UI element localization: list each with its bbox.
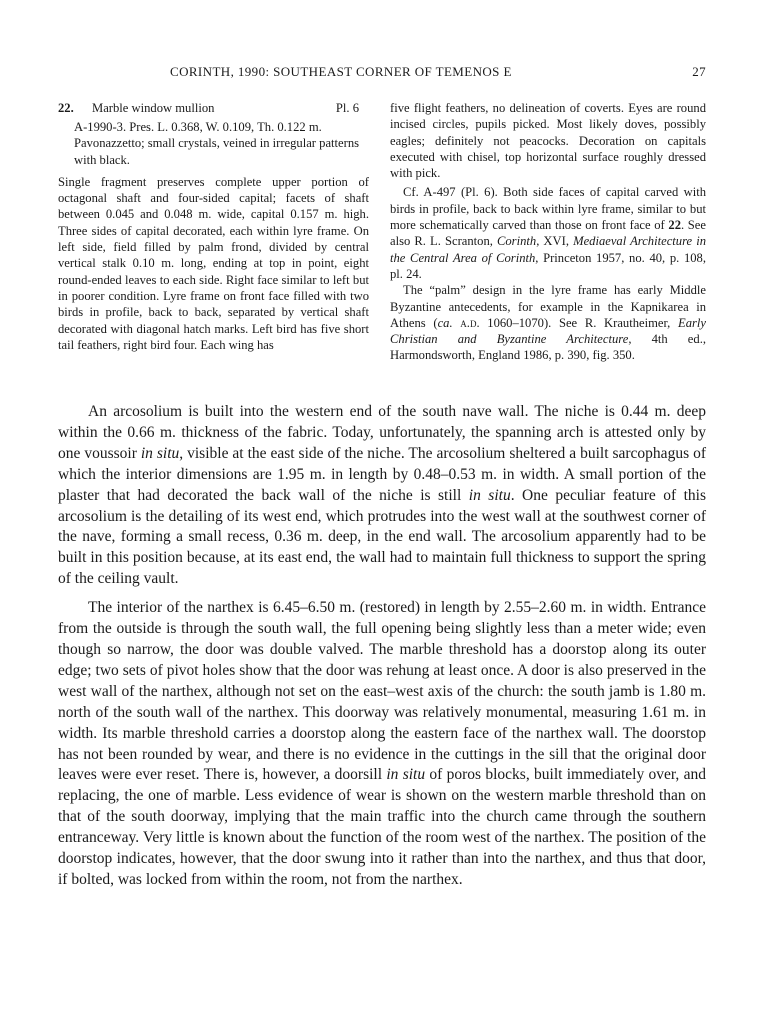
italic-title: Mediaeval Architecture in the Central Area of Corinth	[390, 234, 706, 265]
main-text	[58, 402, 706, 891]
running-header	[58, 64, 706, 84]
catalogue-palm-note: The “palm” design in the lyre frame has early Middle Byzantine antecedents, for example in the Kapnikarea in Athens (ca. a.d. 1060–1070). See R. Krautheimer, Early Christian and Byzantine Architecture, 4th ed., Harmondsworth, England 1986, p. 390, fig. 350.	[390, 283, 706, 363]
catalogue-number: 22.	[58, 101, 74, 115]
paragraph-arcosolium: An arcosolium is built into the western end of the south nave wall. The niche is 0.44 m. deep within the 0.66 m. thickness of the fabric. Today, unfortunately, the spanning arch is attested only by one voussoir in situ, visible at the east side of the niche. The arcosolium sheltered a built sarcophagus of which the interior dimensions are 1.95 m. in length by 0.48–0.53 m. in width. A small portion of the plaster that had decorated the back wall of the niche is still in situ. One peculiar feature of this arcosolium is the detailing of its west end, which protrudes into the west wall at the southwest corner of the nave, forming a small recess, 0.36 m. deep, in the end wall. The arcosolium apparently had to be built in this position because, at its east end, the wall had to maintain full thickness to support the spring of the ceiling vault.	[58, 403, 707, 588]
catalogue-meta: A-1990-3. Pres. L. 0.368, W. 0.109, Th. 0.122 m. Pavonazzetto; small crystals, veined in irregular patterns with black.	[74, 120, 360, 167]
italic-title: Corinth	[496, 234, 537, 249]
running-title: CORINTH, 1990: SOUTHEAST CORNER OF TEMENOS E	[170, 64, 512, 79]
catalogue-description-continued: five flight feathers, no delineation of coverts. Eyes are round incised circles, pupils picked. Most likely doves, possibly eagles; definitely not peacocks. Decoration on capitals executed with chisel, top horizontal surface roughly dressed with pick.	[390, 101, 706, 181]
page-number: 27	[692, 64, 706, 79]
catalogue-title: Marble window mullion	[92, 101, 215, 115]
catalogue-entry-heading	[58, 100, 369, 117]
catalogue-column-left	[58, 100, 369, 353]
catalogue-ref: 22	[668, 218, 681, 233]
catalogue-column-right	[390, 100, 706, 364]
catalogue-description: Single fragment preserves complete upper portion of octagonal shaft and four-sided capital; facets of shaft between 0.045 and 0.048 m. wide, capital 0.157 m. high. Three sides of capital decorated, each within lyre frame. On left side, field filled by palm frond, divided by central vertical stalk 0.10 m. long, ending at top in point, eight round-ended leaves to each side. Right face similar to left but in poorer condition. Lyre frame on front face filled with two birds in profile, back to back, separated by vertical shaft decorated with diagonal hatch marks. Left bird has five short tail feathers, right bird four. Each wing has	[58, 174, 369, 352]
plate-reference: Pl. 6	[335, 101, 359, 115]
paragraph-narthex: The interior of the narthex is 6.45–6.50 m. (restored) in length by 2.55–2.60 m. in width. Entrance from the outside is through the south wall, the full opening being slightly less than a meter wide; even though so narrow, the door was double valved. The marble threshold has a doorstop along its outer edge; two sets of pivot holes show that the door was rehung at least once. A door is also preserved in the west wall of the narthex, although not set on the east–west axis of the church: the south jamb is 1.80 m. north of the south wall of the narthex. This doorway was relatively monumental, measuring 1.61 m. in width. Its marble threshold carries a doorstop along the eastern face of the narthex wall. The doorstop has not been rounded by wear, and there is no evidence in the cuttings in the sill that the original door leaves were ever reset. There is, however, a doorsill in situ of poros blocks, built immediately over, and replacing, the one of marble. Less evidence of wear is shown on the western marble threshold than on that of the south doorway, implying that the main traffic into the church came through the southern entranceway. Very little is known about the function of the room west of the narthex. The position of the doorstop indicates, however, that the door swung into it rather than into the narthex, and thus that door, if bolted, was locked from within the room, not from the narthex.	[58, 599, 706, 888]
italic-title: Early Christian and Byzantine Architecture	[390, 315, 706, 347]
catalogue-comparanda: Cf. A-497 (Pl. 6). Both side faces of capital carved with birds in profile, back to back within lyre frame, similar to but more schematically carved than those on front face of 22. See also R. L. Scranton, Corinth, XVI, Mediaeval Architecture in the Central Area of Corinth, Princeton 1957, no. 40, p. 108, pl. 24.	[390, 185, 706, 281]
